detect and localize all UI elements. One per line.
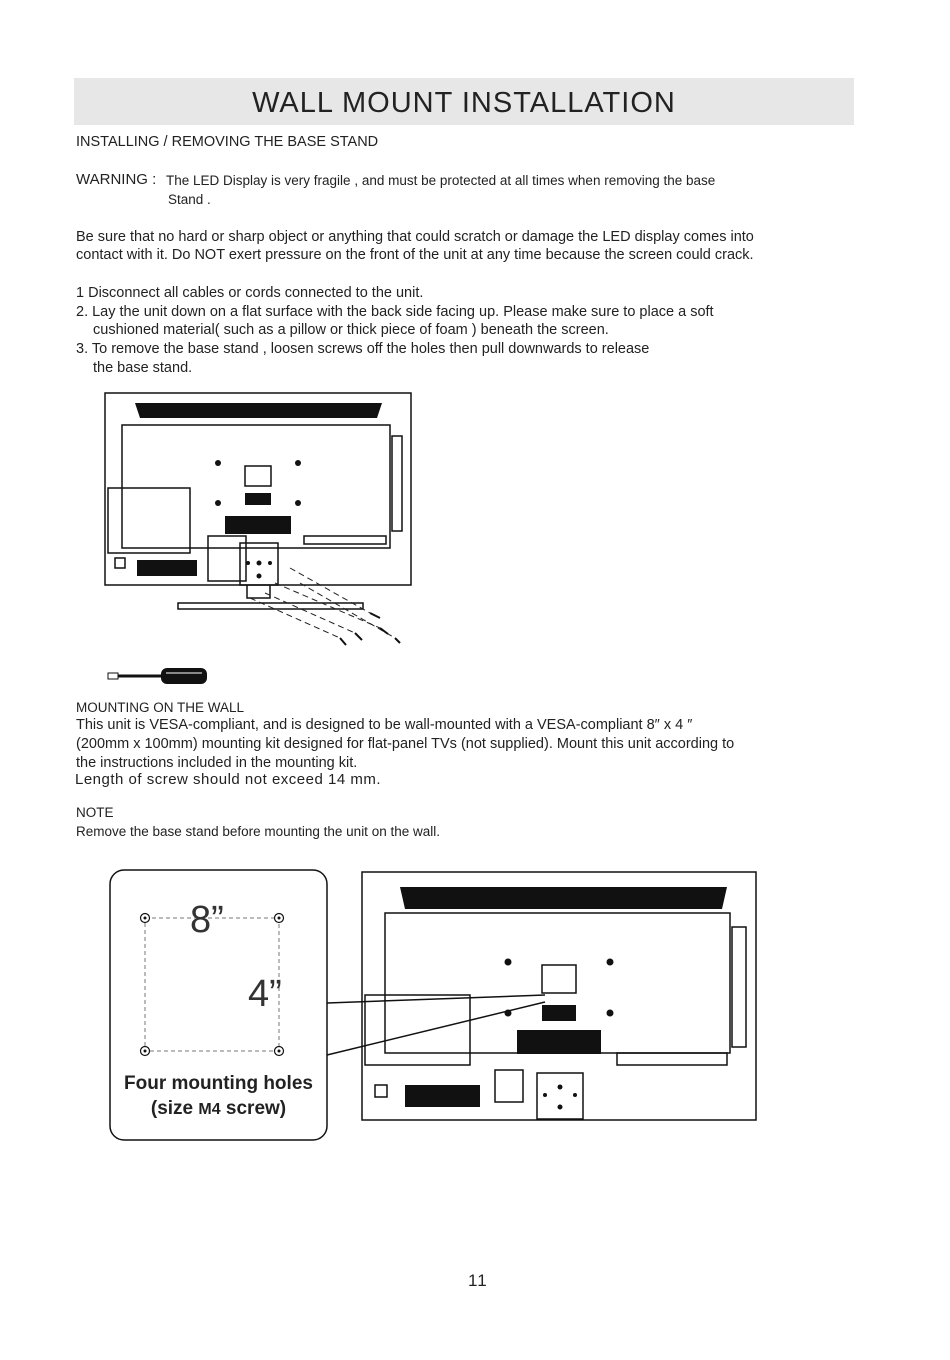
step-1: 1 Disconnect all cables or cords connected to the unit.: [76, 285, 424, 301]
warning-label: WARNING :: [76, 171, 157, 188]
section-heading-wall-mount: MOUNTING ON THE WALL: [76, 700, 245, 715]
title-bar: [74, 78, 854, 125]
caution-text: Be sure that no hard or sharp object or anything that could scratch or damage the LED display comes into: [76, 229, 754, 245]
vesa-text: This unit is VESA-compliant, and is designed to be wall-mounted with a VESA-compliant 8″ x 4 ″: [76, 717, 693, 733]
width-dimension-label: 8”: [190, 899, 224, 941]
tv-back-stand-diagram: [100, 388, 420, 688]
caption-size-close: screw): [220, 1098, 287, 1119]
step-2-cont: cushioned material( such as a pillow or thick piece of foam ) beneath the screen.: [93, 322, 609, 338]
caption-screw-size: M4: [198, 1101, 221, 1118]
step-3: 3. To remove the base stand , loosen screws off the holes then pull downwards to release: [76, 341, 650, 357]
caution-text-cont: contact with it. Do NOT exert pressure on the front of the unit at any time because the screen could crack.: [76, 247, 754, 263]
note-text: Remove the base stand before mounting the unit on the wall.: [76, 824, 440, 839]
vesa-text-cont-2: the instructions included in the mounting kit.: [76, 755, 358, 771]
page-title: WALL MOUNT INSTALLATION: [252, 87, 676, 119]
step-3-cont: the base stand.: [93, 360, 193, 376]
vesa-text-cont: (200mm x 100mm) mounting kit designed for flat-panel TVs (not supplied). Mount this unit according to: [76, 736, 735, 752]
page-number: 11: [468, 1271, 488, 1290]
note-heading: NOTE: [76, 805, 114, 820]
screwdriver-icon: [106, 664, 210, 688]
callout-caption-size: [110, 1098, 327, 1121]
height-dimension-label: 4”: [248, 973, 282, 1015]
screw-length-note: Length of screw should not exceed 14 mm.: [75, 771, 381, 788]
warning-text: The LED Display is very fragile , and must be protected at all times when removing the base: [166, 173, 716, 188]
section-heading-base-stand: INSTALLING / REMOVING THE BASE STAND: [76, 134, 379, 150]
step-2: 2. Lay the unit down on a flat surface with the back side facing up. Please make sure to place a soft: [76, 304, 714, 320]
warning-text-cont: Stand .: [168, 192, 211, 207]
caption-size-open: (size: [150, 1098, 199, 1119]
callout-caption: Four mounting holes: [124, 1073, 313, 1094]
